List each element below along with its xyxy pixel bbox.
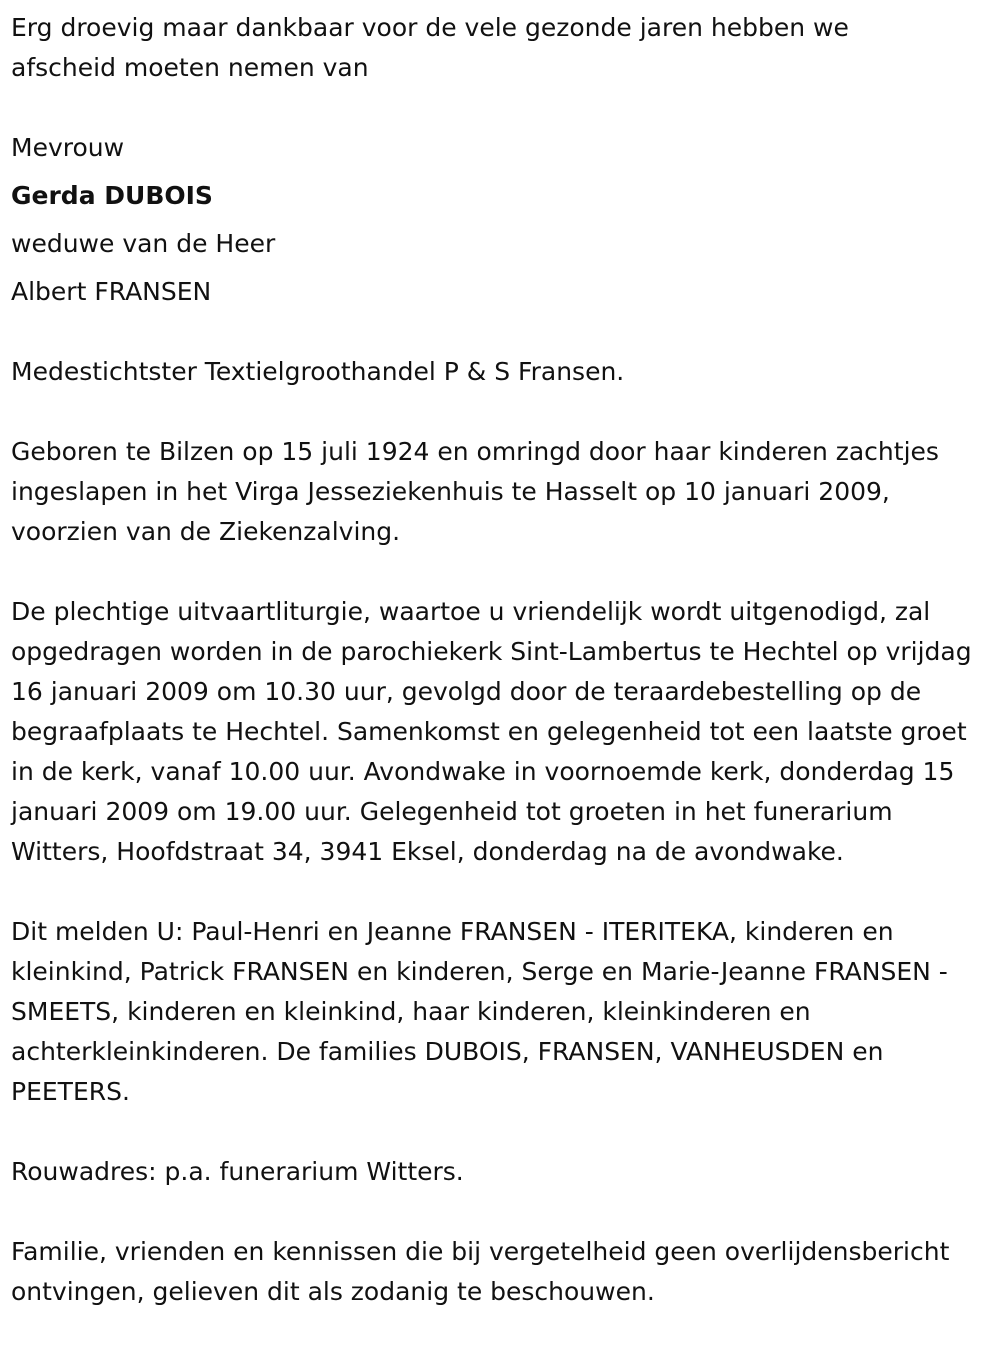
spacer [11, 872, 993, 912]
salutation: Mevrouw [11, 133, 125, 162]
intro-text: Erg droevig maar dankbaar voor de vele gezonde jaren hebben we afscheid moeten nemen van [11, 13, 849, 82]
family-text: Dit melden U: Paul-Henri en Jeanne FRANSEN - ITERITEKA, kinderen en kleinkind, Patrick FRANSEN en kinderen, Serge en Marie-Jeanne FRANSEN - SMEETS, kinderen en kleinkind, haar kinderen, kleinkinderen en achterkleinkinderen. De families DUBOIS, FRANSEN, VANHEUSDEN en PEETERS. [11, 917, 948, 1106]
spacer [11, 1112, 993, 1152]
deceased-block [11, 128, 993, 312]
spacer [11, 552, 993, 592]
spacer [11, 88, 993, 128]
spacer [11, 1192, 993, 1232]
spouse-name: Albert FRANSEN [11, 277, 212, 306]
spacer [11, 392, 993, 432]
widow-of-text: weduwe van de Heer [11, 229, 276, 258]
spacer [11, 312, 993, 352]
funeral-text: De plechtige uitvaartliturgie, waartoe u vriendelijk wordt uitgenodigd, zal opgedragen worden in de parochiekerk Sint-Lambertus te Hechtel op vrijdag 16 januari 2009 om 10.30 uur, gevolgd door de teraardebestelling op de begraafplaats te Hechtel. Samenkomst en gelegenheid tot een laatste groet in de kerk, vanaf 10.00 uur. Avondwake in voornoemde kerk, donderdag 15 januari 2009 om 19.00 uur. Gelegenheid tot groeten in het funerarium Witters, Hoofdstraat 34, 3941 Eksel, donderdag na de avondwake. [11, 597, 972, 866]
address-text: Rouwadres: p.a. funerarium Witters. [11, 1157, 464, 1186]
birth-death-text: Geboren te Bilzen op 15 juli 1924 en omringd door haar kinderen zachtjes ingeslapen in het Virga Jesseziekenhuis te Hasselt op 10 januari 2009, voorzien van de Ziekenzalving. [11, 437, 939, 546]
obituary-document [11, 8, 993, 1312]
closing-text: Familie, vrienden en kennissen die bij vergetelheid geen overlijdensbericht ontvingen, gelieven dit als zodanig te beschouwen. [11, 1237, 950, 1306]
role-text: Medestichtster Textielgroothandel P & S Fransen. [11, 357, 625, 386]
deceased-name: Gerda DUBOIS [11, 181, 213, 210]
